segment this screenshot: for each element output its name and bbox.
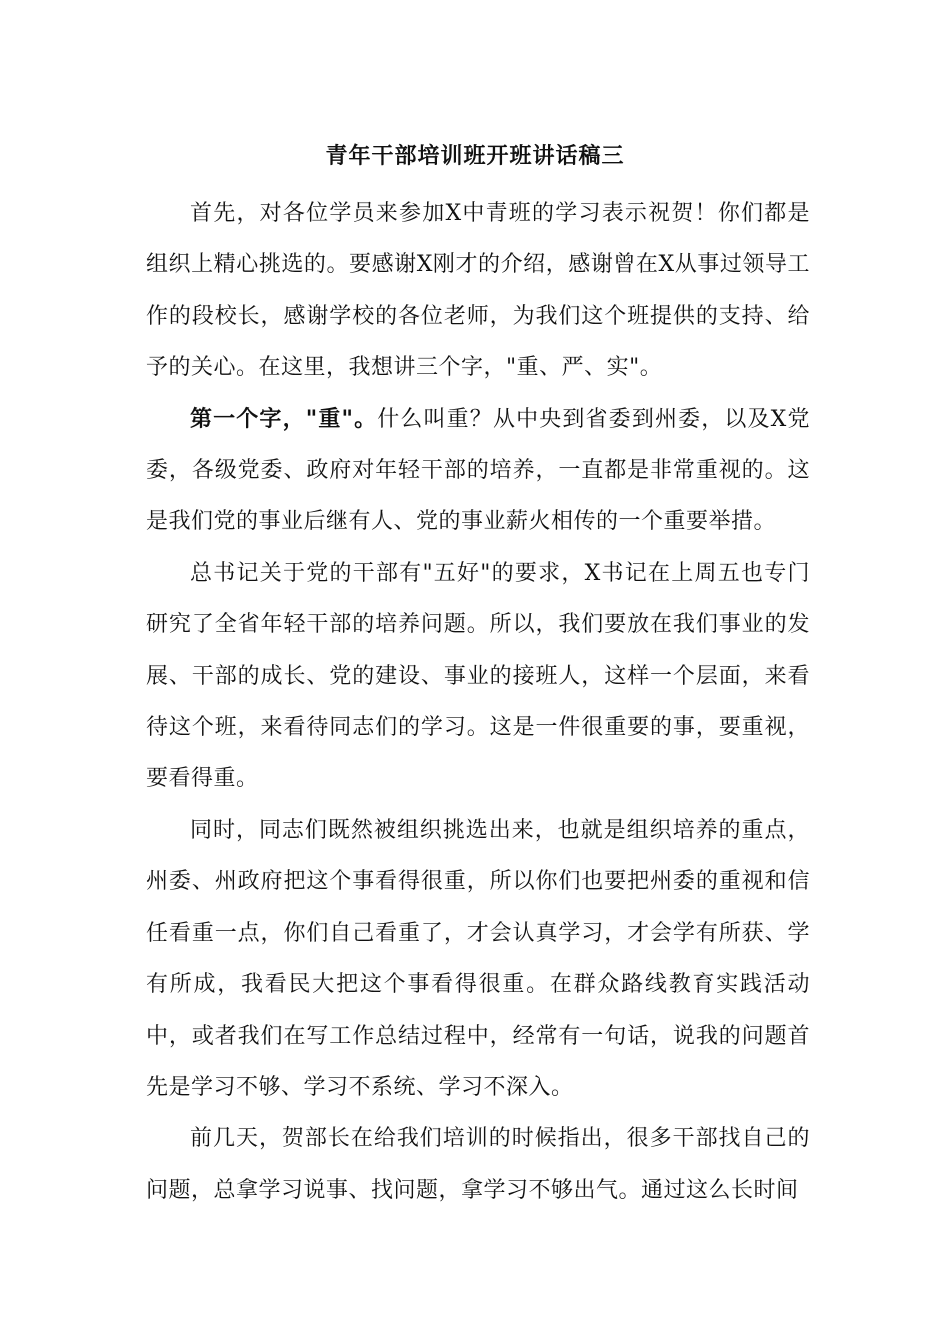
- paragraph-5: [146, 1113, 810, 1216]
- paragraph-3: [146, 548, 810, 805]
- paragraph-2-lead: 第一个字，"重"。: [190, 405, 378, 432]
- paragraph-3-text: 总书记关于党的干部有"五好"的要求，X书记在上周五也专门研究了全省年轻干部的培养问题。所以，我们要放在我们事业的发展、干部的成长、党的建设、事业的接班人，这样一个层面，来看待这个班，来看待同志们的学习。这是一件很重要的事，要重视，要看得重。: [146, 560, 810, 792]
- paragraph-1: [146, 188, 810, 394]
- paragraph-4: [146, 805, 810, 1113]
- document-body: [146, 188, 810, 1216]
- paragraph-5-text: 前几天，贺部长在给我们培训的时候指出，很多干部找自己的问题，总拿学习说事、找问题，拿学习不够出气。通过这么长时间: [146, 1126, 810, 1203]
- paragraph-4-text: 同时，同志们既然被组织挑选出来，也就是组织培养的重点，州委、州政府把这个事看得很重，所以你们也要把州委的重视和信任看重一点，你们自己看重了，才会认真学习，才会学有所获、学有所成，我看民大把这个事看得很重。在群众路线教育实践活动中，或者我们在写工作总结过程中，经常有一句话，说我的问题首先是学习不够、学习不系统、学习不深入。: [146, 817, 810, 1100]
- paragraph-2-text: 什么叫重？从中央到省委到州委，以及X党委，各级党委、政府对年轻干部的培养，一直都是非常重视的。这是我们党的事业后继有人、党的事业薪火相传的一个重要举措。: [146, 406, 810, 535]
- document-title: 青年干部培训班开班讲话稿三: [325, 143, 625, 169]
- paragraph-1-text: 首先，对各位学员来参加X中青班的学习表示祝贺！你们都是组织上精心挑选的。要感谢X刚才的介绍，感谢曾在X从事过领导工作的段校长，感谢学校的各位老师，为我们这个班提供的支持、给予的关心。在这里，我想讲三个字，"重、严、实"。: [146, 201, 810, 381]
- paragraph-2: [146, 394, 810, 548]
